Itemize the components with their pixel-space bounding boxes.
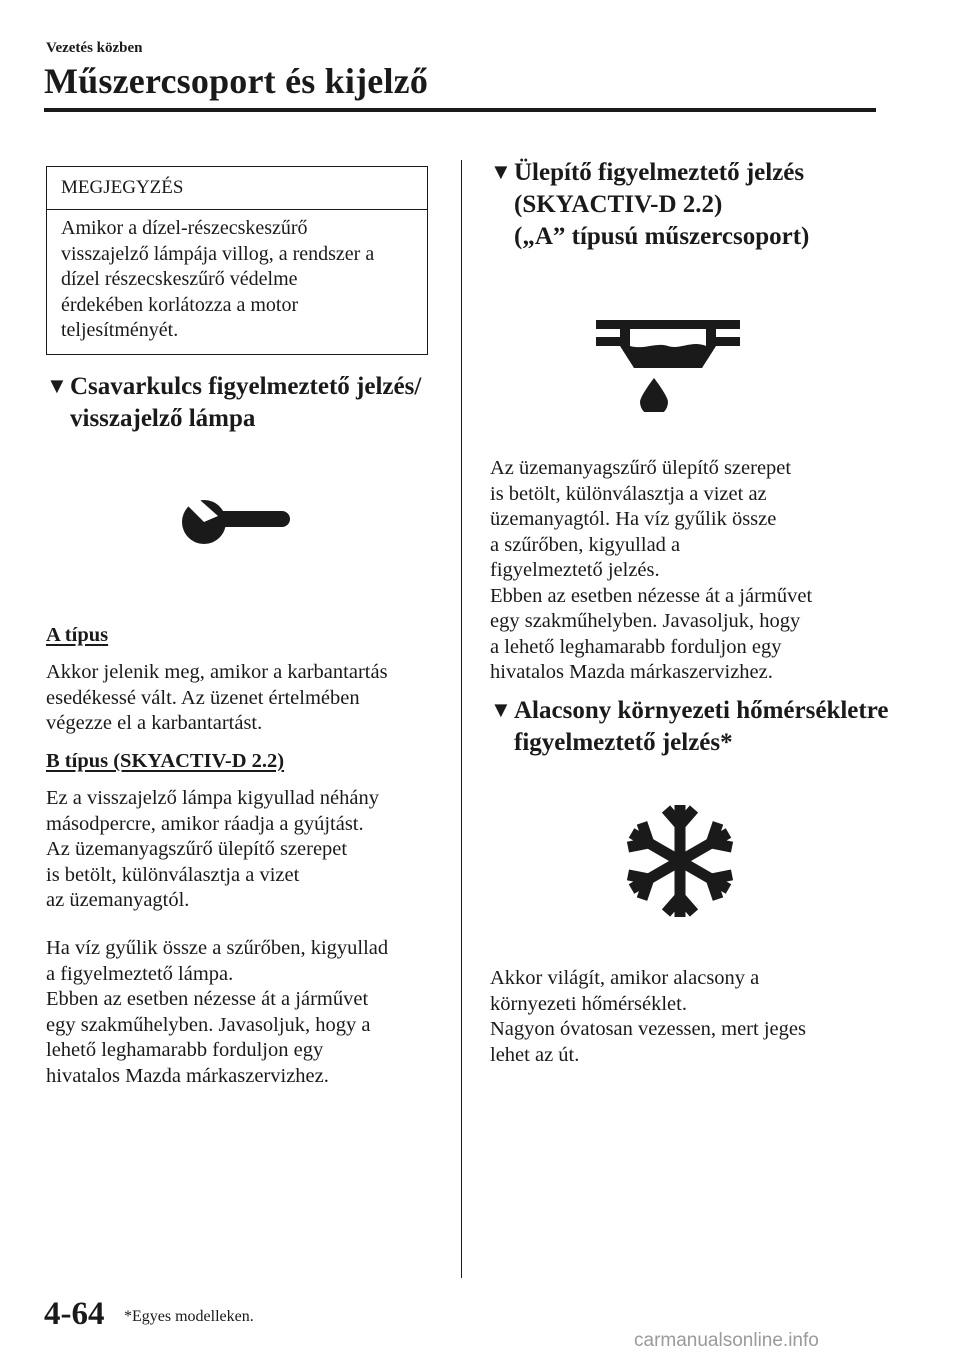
heading-line: figyelmeztető jelzés* bbox=[514, 729, 733, 756]
type-b-text-2 bbox=[46, 936, 388, 1089]
note-line: Amikor a dízel-részecskeszűrő bbox=[61, 217, 308, 239]
sediment-section-heading bbox=[490, 156, 809, 253]
section-marker: ▼ bbox=[490, 697, 512, 722]
note-title: MEGJEGYZÉS bbox=[47, 167, 427, 210]
type-a-text bbox=[46, 660, 388, 737]
column-divider bbox=[461, 160, 462, 1278]
text-line: másodpercre, amikor ráadja a gyújtást. bbox=[46, 812, 364, 835]
text-line: a szűrőben, kigyullad a bbox=[490, 533, 681, 556]
type-b-text-1 bbox=[46, 786, 379, 914]
note-line: érdekében korlátozza a motor bbox=[61, 293, 299, 316]
heading-line: Csavarkulcs figyelmeztető jelzés/ bbox=[70, 373, 422, 400]
text-line: lehet az út. bbox=[490, 1043, 580, 1066]
section-marker: ▼ bbox=[490, 159, 512, 184]
text-line: Ebben az esetben nézesse át a járművet bbox=[490, 584, 813, 607]
text-line: figyelmeztető jelzés. bbox=[490, 559, 660, 581]
text-line: Az üzemanyagszűrő ülepítő szerepet bbox=[490, 457, 792, 479]
text-line: hivatalos Mazda márkaszervizhez. bbox=[46, 1064, 329, 1087]
type-a-subtitle: A típus bbox=[46, 624, 109, 646]
text-line: esedékessé vált. Az üzenet értelmében bbox=[46, 686, 360, 709]
text-line: Az üzemanyagszűrő ülepítő szerepet bbox=[46, 838, 348, 860]
text-line: Nagyon óvatosan vezessen, mert jeges bbox=[490, 1018, 806, 1040]
watermark: carmanualsonline.info bbox=[634, 1330, 819, 1351]
chapter-title: Műszercsoport és kijelző bbox=[44, 61, 429, 101]
section-marker: ▼ bbox=[46, 373, 68, 398]
text-line: Akkor jelenik meg, amikor a karbantartás bbox=[46, 661, 388, 683]
text-line: Ha víz gyűlik össze a szűrőben, kigyullad bbox=[46, 937, 389, 959]
text-line: végezze el a karbantartást. bbox=[46, 712, 263, 734]
note-line: visszajelző lámpája villog, a rendszer a bbox=[61, 242, 375, 265]
type-b-subtitle: B típus (SKYACTIV-D 2.2) bbox=[46, 750, 285, 772]
title-rule bbox=[44, 108, 876, 112]
text-line: hivatalos Mazda márkaszervizhez. bbox=[490, 661, 773, 683]
note-line: teljesítményét. bbox=[61, 319, 179, 341]
text-line: lehető leghamarabb forduljon egy bbox=[46, 1039, 324, 1061]
text-line: környezeti hőmérséklet. bbox=[490, 992, 687, 1015]
text-line: egy szakműhelyben. Javasoljuk, hogy bbox=[490, 610, 801, 632]
note-body bbox=[47, 210, 427, 344]
text-line: is betölt, különválasztja a vizet az bbox=[490, 482, 767, 505]
heading-line: (SKYACTIV-D 2.2) bbox=[514, 191, 723, 218]
text-line: a figyelmeztető lámpa. bbox=[46, 962, 234, 985]
heading-line: („A” típusú műszercsoport) bbox=[514, 223, 810, 250]
low-temp-text bbox=[490, 966, 806, 1068]
text-line: egy szakműhelyben. Javasoljuk, hogy a bbox=[46, 1013, 371, 1036]
text-line: a lehető leghamarabb forduljon egy bbox=[490, 635, 782, 658]
wrench-section-heading bbox=[46, 370, 421, 435]
page-number: 4-64 bbox=[44, 1296, 105, 1332]
heading-line: Alacsony környezeti hőmérsékletre bbox=[514, 697, 889, 724]
sediment-text bbox=[490, 456, 812, 686]
text-line: Ez a visszajelző lámpa kigyullad néhány bbox=[46, 787, 380, 809]
wrench-icon bbox=[180, 496, 294, 554]
text-line: üzemanyagtól. Ha víz gyűlik össze bbox=[490, 508, 777, 530]
note-box bbox=[46, 166, 428, 355]
heading-line: visszajelző lámpa bbox=[70, 405, 256, 432]
text-line: Akkor világít, amikor alacsony a bbox=[490, 967, 760, 989]
text-line: Ebben az esetben nézesse át a járművet bbox=[46, 988, 369, 1010]
text-line: is betölt, különválasztja a vizet bbox=[46, 863, 300, 886]
footnote: *Egyes modelleken. bbox=[124, 1308, 254, 1325]
snowflake-icon bbox=[618, 800, 742, 922]
note-line: dízel részecskeszűrő védelme bbox=[61, 268, 298, 290]
text-line: az üzemanyagtól. bbox=[46, 889, 190, 911]
low-temp-section-heading bbox=[490, 694, 888, 759]
heading-line: Ülepítő figyelmeztető jelzés bbox=[514, 159, 805, 186]
water-sediment-icon bbox=[596, 316, 740, 412]
section-label: Vezetés közben bbox=[46, 40, 143, 56]
